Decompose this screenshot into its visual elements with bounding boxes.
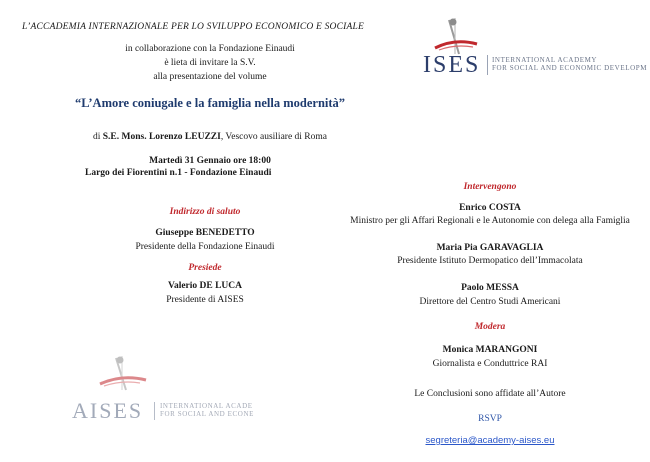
speaker-name: Paolo MESSA [461,283,519,293]
speaker-role: Direttore del Centro Studi Americani [419,297,561,307]
greeting-heading: Indirizzo di saluto [169,207,241,217]
chair-heading: Presiede [188,263,222,273]
invite-line-2: è lieta di invitare la S.V. [164,58,256,68]
logo-top-subtitle [492,56,647,72]
speaker-name: Enrico COSTA [459,203,521,213]
event-date: Martedì 31 Gennaio ore 18:00 [149,156,271,166]
conclusions-note: Le Conclusioni sono affidate all’Autore [414,389,566,399]
speaker-role: Ministro per gli Affari Regionali e le Autonomie con delega alla Famiglia [350,216,630,226]
speakers-heading: Intervengono [463,182,517,192]
logo-top-subtitle-line: INTERNATIONAL ACADEMY [492,56,598,64]
author-line [30,132,390,142]
speaker-name: Maria Pia GARAVAGLIA [436,243,544,253]
academy-heading: L’ACCADEMIA INTERNAZIONALE PER LO SVILUPPO ECONOMICO E SOCIALE [22,22,364,32]
speaker-role: Presidente Istituto Dermopatico dell’Immacolata [397,256,583,266]
invite-line-1: in collaborazione con la Fondazione Einaudi [125,44,295,54]
logo-divider [487,55,488,75]
chair-role: Presidente di AISES [166,295,244,305]
logo-bottom-subtitle [160,402,254,418]
moderator-role: Giornalista e Conduttrice RAI [432,359,548,369]
moderator-name: Monica MARANGONI [442,345,538,355]
rsvp-email-link[interactable]: segreteria@academy-aises.eu [425,435,555,446]
author-name: S.E. Mons. Lorenzo LEUZZI [102,132,221,142]
book-title: “L’Amore coniugale e la famiglia nella modernità” [74,96,346,110]
event-place: Largo dei Fiorentini n.1 - Fondazione Einaudi [85,168,272,178]
logo-top-name: ISES [423,52,481,78]
author-role: , Vescovo ausiliare di Roma [220,132,327,142]
aises-emblem-faded-icon [90,352,154,396]
chair-name: Valerio DE LUCA [167,281,243,291]
moderator-heading: Modera [474,322,506,332]
greeting-name: Giuseppe BENEDETTO [155,228,255,238]
logo-bottom-subtitle-line: FOR SOCIAL AND ECONE [160,410,254,418]
logo-top-subtitle-line: FOR SOCIAL AND ECONOMIC DEVELOPM [492,64,648,72]
logo-bottom-subtitle-line: INTERNATIONAL ACADE [160,402,253,410]
rsvp-label: RSVP [478,414,502,424]
logo-bottom-divider [154,402,155,420]
invite-line-3: alla presentazione del volume [153,72,267,82]
greeting-role: Presidente della Fondazione Einaudi [135,242,275,252]
logo-bottom-name: AISES [72,398,144,423]
author-prefix: di [93,132,103,142]
rsvp-email-wrap [350,430,630,448]
greeting-block [60,207,350,217]
